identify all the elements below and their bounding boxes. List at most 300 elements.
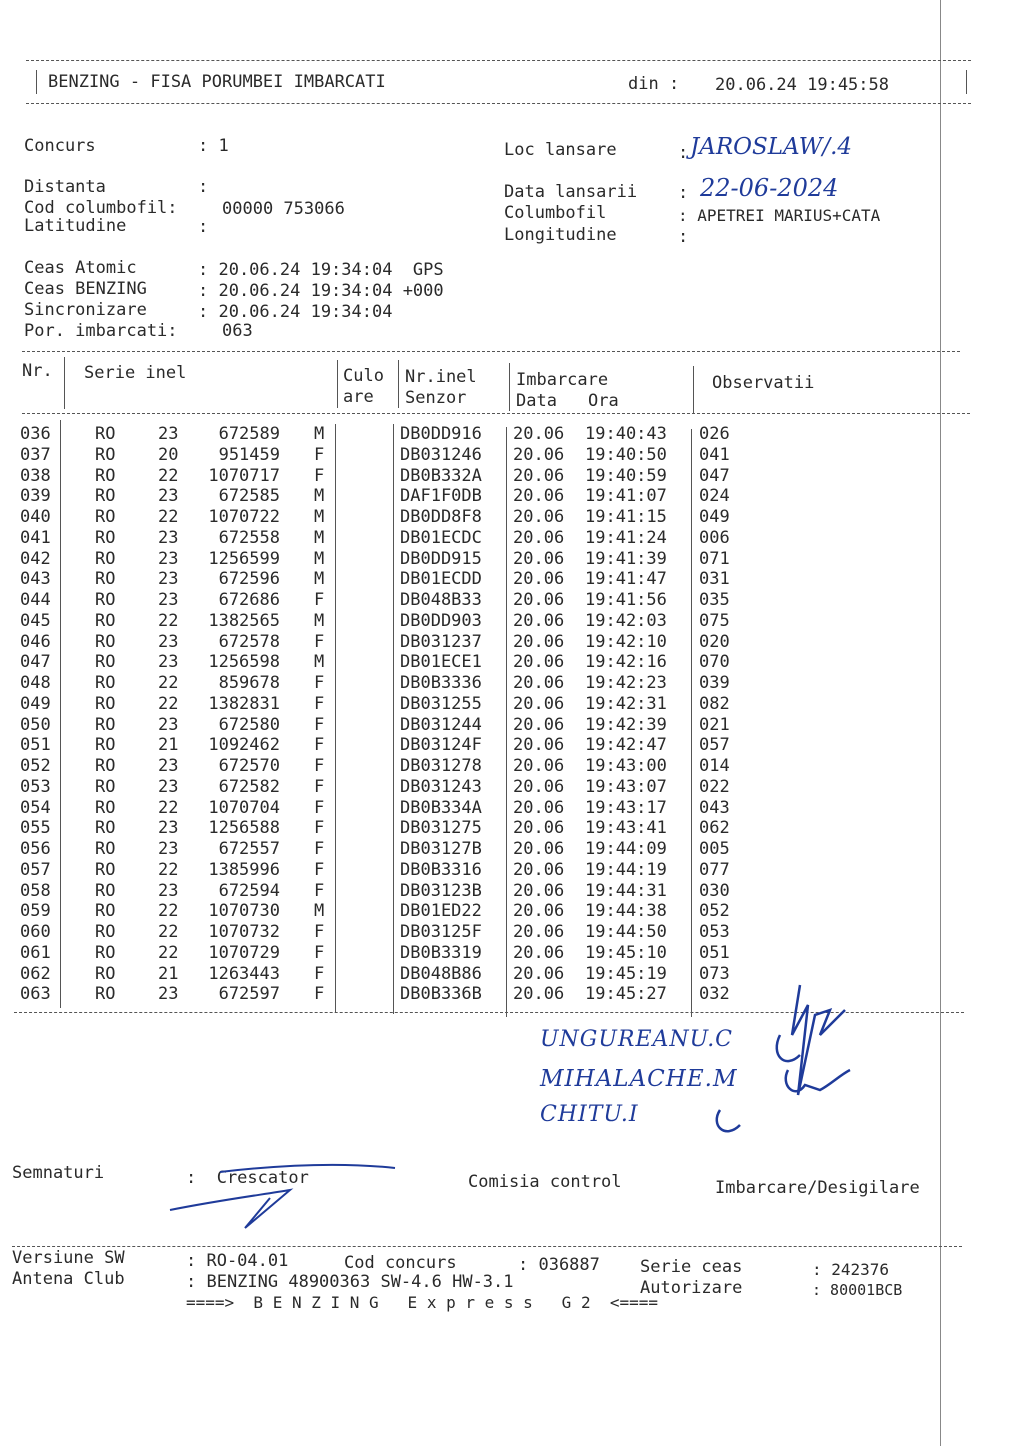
col-culoare-header-2: are [343,387,374,407]
cell-sensor: DB048B86 [400,963,482,984]
cell-sex: F [314,714,325,735]
cell-country: RO [95,465,116,486]
din-value: 20.06.24 19:45:58 [715,75,889,95]
crescator-label: : Crescator [186,1168,309,1188]
table-row [0,839,1024,860]
cell-observatii: 039 [699,673,730,693]
cell-time: 19:42:03 [585,610,667,631]
col-observatii-header: Observatii [712,373,815,393]
loc-lansare-colon: : [678,143,689,163]
cell-observatii: 006 [699,527,730,548]
cell-nr: 051 [20,735,51,756]
cell-nr: 059 [20,901,51,922]
data-lansarii-colon: : [678,183,689,203]
cell-sex: F [314,776,325,797]
cell-year: 20 [158,444,179,465]
cell-observatii: 071 [699,548,730,569]
cell-ring-number: 672558 [218,527,280,548]
handwritten-name-2: MIHALACHE.M [540,1066,738,1092]
latitudine-value: : [198,217,209,237]
table-row [0,466,1024,487]
cell-sex: F [314,818,325,839]
autorizare-value: : 80001BCB [812,1281,903,1299]
cell-time: 19:41:15 [585,507,667,527]
table-row [0,777,1024,798]
cell-country: RO [95,984,116,1005]
cell-sex: F [314,839,325,859]
cell-ring-number: 1070729 [208,942,280,963]
semnaturi-label: Semnaturi [12,1163,105,1183]
antena-club-label: Antena Club [12,1269,125,1289]
ceas-atomic-value: : 20.06.24 19:34:04 GPS [198,260,444,280]
cell-sex: F [314,942,325,963]
signatures-scribble [680,975,880,1155]
cell-sex: M [314,507,325,527]
footer-rule [12,1246,962,1247]
cell-year: 23 [158,590,179,610]
cell-time: 19:41:56 [585,590,667,610]
cell-country: RO [95,776,116,797]
table-row [0,715,1024,736]
cell-observatii: 005 [699,839,730,859]
table-row [0,569,1024,590]
cell-time: 19:45:10 [585,942,667,963]
table-row [0,943,1024,964]
cell-sensor: DB0B3336 [400,673,482,693]
cell-time: 19:41:07 [585,486,667,507]
cell-ring-number: 672686 [218,590,280,610]
cell-year: 22 [158,507,179,527]
data-lansarii-handwritten: 22-06-2024 [700,174,839,202]
cell-nr: 058 [20,880,51,901]
cell-ring-number: 1070722 [208,507,280,527]
cell-country: RO [95,693,116,714]
cell-time: 19:43:00 [585,756,667,776]
header-sep-2 [337,360,338,408]
cell-observatii: 052 [699,901,730,922]
cell-observatii: 022 [699,776,730,797]
latitudine-label: Latitudine [24,216,127,236]
cell-observatii: 062 [699,818,730,839]
concurs-label: Concurs [24,136,96,156]
cell-sensor: DB0B332A [400,465,482,486]
col-data-header: Data [516,391,557,411]
cell-nr: 036 [20,424,51,444]
cell-sex: M [314,548,325,569]
cell-year: 22 [158,797,179,818]
cell-ring-number: 1382831 [208,693,280,714]
table-header-rule [22,413,970,414]
cell-sex: F [314,735,325,756]
col-serie-header: Serie inel [84,363,187,383]
cell-sex: F [314,963,325,984]
porumbei-imbarcati-value: 063 [222,321,253,341]
cell-nr: 055 [20,818,51,839]
cell-time: 19:41:39 [585,548,667,569]
columbofil-value: : APETREI MARIUS+CATA [678,206,881,225]
cell-sensor: DB0B3316 [400,859,482,880]
crescator-signature [160,1160,400,1240]
header-sep-1 [64,357,65,409]
table-row [0,818,1024,839]
table-row [0,652,1024,673]
cell-sensor: DB0DD903 [400,610,482,631]
cell-observatii: 043 [699,797,730,818]
table-top-rule [22,351,960,352]
cell-country: RO [95,424,116,444]
versiune-sw-label: Versiune SW [12,1248,125,1268]
cell-date: 20.06 [513,465,565,486]
table-row [0,901,1024,922]
cell-year: 21 [158,963,179,984]
cell-observatii: 032 [699,984,730,1005]
cell-ring-number: 1092462 [208,735,280,756]
cell-date: 20.06 [513,776,565,797]
cell-sex: F [314,922,325,942]
cell-country: RO [95,444,116,465]
cell-observatii: 049 [699,507,730,527]
header-top-rule [26,60,971,61]
cell-time: 19:44:19 [585,859,667,880]
cell-nr: 056 [20,839,51,859]
cell-time: 19:42:31 [585,693,667,714]
cell-date: 20.06 [513,901,565,922]
cell-sex: M [314,486,325,507]
cell-year: 22 [158,901,179,922]
cell-sensor: DB031244 [400,714,482,735]
cell-date: 20.06 [513,735,565,756]
cell-ring-number: 1070704 [208,797,280,818]
cell-sensor: DB03125F [400,922,482,942]
header-sep-4 [509,363,510,411]
cell-observatii: 030 [699,880,730,901]
cell-time: 19:42:10 [585,631,667,652]
cell-year: 22 [158,922,179,942]
cell-date: 20.06 [513,548,565,569]
cell-observatii: 020 [699,631,730,652]
loc-lansare-handwritten: JAROSLAW/.4 [690,134,853,160]
cell-country: RO [95,631,116,652]
cell-year: 22 [158,693,179,714]
col-culoare-header: Culo [343,366,384,386]
cell-nr: 043 [20,569,51,590]
cell-year: 22 [158,610,179,631]
sincronizare-value: : 20.06.24 19:34:04 [198,302,393,322]
cell-time: 19:45:19 [585,963,667,984]
cell-year: 23 [158,818,179,839]
cell-nr: 040 [20,507,51,527]
cell-country: RO [95,652,116,673]
cell-sex: F [314,797,325,818]
cell-date: 20.06 [513,839,565,859]
cell-time: 19:42:47 [585,735,667,756]
col-senzor-header: Senzor [405,388,467,408]
cell-observatii: 024 [699,486,730,507]
cell-time: 19:43:07 [585,776,667,797]
ceas-atomic-label: Ceas Atomic [24,258,137,278]
cell-sensor: DB0DD8F8 [400,507,482,527]
cell-time: 19:41:24 [585,527,667,548]
cell-sensor: DB01ECE1 [400,652,482,673]
cell-date: 20.06 [513,631,565,652]
cell-sensor: DB031275 [400,818,482,839]
cod-concurs-label: Cod concurs [344,1253,457,1273]
cell-time: 19:41:47 [585,569,667,590]
cell-ring-number: 672589 [218,424,280,444]
cell-date: 20.06 [513,569,565,590]
cell-date: 20.06 [513,486,565,507]
cell-sex: F [314,880,325,901]
longitudine-label: Longitudine [504,225,617,245]
cell-sex: M [314,901,325,922]
cell-date: 20.06 [513,963,565,984]
cell-country: RO [95,507,116,527]
table-row [0,486,1024,507]
cell-sex: F [314,590,325,610]
cell-date: 20.06 [513,880,565,901]
din-label: din : [628,74,680,94]
table-row [0,673,1024,694]
cell-sex: M [314,569,325,590]
cell-sensor: DB031255 [400,693,482,714]
cell-ring-number: 672582 [218,776,280,797]
cell-ring-number: 672597 [218,984,280,1005]
cell-nr: 049 [20,693,51,714]
table-row [0,694,1024,715]
cell-nr: 041 [20,527,51,548]
cell-country: RO [95,486,116,507]
loc-lansare-label: Loc lansare [504,140,617,160]
cell-year: 23 [158,652,179,673]
cell-observatii: 014 [699,756,730,776]
ceas-benzing-label: Ceas BENZING [24,279,147,299]
cell-sensor: DAF1F0DB [400,486,482,507]
cell-sensor: DB031243 [400,776,482,797]
cell-country: RO [95,859,116,880]
cell-nr: 039 [20,486,51,507]
cell-observatii: 073 [699,963,730,984]
cell-ring-number: 1263443 [208,963,280,984]
cell-sensor: DB03123B [400,880,482,901]
cell-ring-number: 859678 [218,673,280,693]
cell-sensor: DB0B334A [400,797,482,818]
col-imbarcare-header: Imbarcare [516,370,609,390]
handwritten-name-1: UNGUREANU.C [540,1027,734,1052]
header-bottom-rule [26,103,971,104]
cell-country: RO [95,818,116,839]
cell-year: 23 [158,569,179,590]
cell-time: 19:40:43 [585,424,667,444]
table-row [0,528,1024,549]
cell-year: 23 [158,714,179,735]
imbarcare-desigilare-label: Imbarcare/Desigilare [715,1178,920,1198]
cell-country: RO [95,922,116,942]
cell-nr: 037 [20,444,51,465]
cell-country: RO [95,797,116,818]
document-title: BENZING - FISA PORUMBEI IMBARCATI [48,72,386,92]
cell-date: 20.06 [513,922,565,942]
cell-year: 22 [158,673,179,693]
cell-sensor: DB03127B [400,839,482,859]
cell-ring-number: 672580 [218,714,280,735]
cell-nr: 038 [20,465,51,486]
cell-year: 23 [158,486,179,507]
cell-time: 19:44:09 [585,839,667,859]
header-sep-3 [398,360,399,408]
cell-nr: 062 [20,963,51,984]
cell-observatii: 026 [699,424,730,444]
distanta-value: : [198,177,209,197]
handwritten-name-3: CHITU.I [540,1102,639,1127]
cell-ring-number: 672578 [218,631,280,652]
cell-sensor: DB031237 [400,631,482,652]
cell-nr: 063 [20,984,51,1005]
data-lansarii-label: Data lansarii [504,182,638,202]
col-nr-header: Nr. [22,361,53,381]
cell-country: RO [95,839,116,859]
cell-date: 20.06 [513,527,565,548]
header-right-bar [966,70,967,94]
cell-country: RO [95,673,116,693]
porumbei-imbarcati-label: Por. imbarcati: [24,321,178,341]
cell-date: 20.06 [513,652,565,673]
cell-sensor: DB0DD915 [400,548,482,569]
cell-observatii: 082 [699,693,730,714]
cell-time: 19:40:50 [585,444,667,465]
cell-ring-number: 1256588 [208,818,280,839]
cell-sex: M [314,424,325,444]
cell-year: 23 [158,839,179,859]
table-row [0,424,1024,445]
cell-time: 19:42:39 [585,714,667,735]
cell-year: 23 [158,756,179,776]
cell-nr: 046 [20,631,51,652]
cell-year: 22 [158,942,179,963]
cell-country: RO [95,963,116,984]
cell-date: 20.06 [513,818,565,839]
cell-year: 23 [158,548,179,569]
cod-concurs-value: : 036887 [518,1255,600,1275]
serie-ceas-label: Serie ceas [640,1257,743,1277]
cell-sex: F [314,673,325,693]
cell-nr: 050 [20,714,51,735]
cell-sensor: DB0B336B [400,984,482,1005]
cell-date: 20.06 [513,693,565,714]
cell-country: RO [95,569,116,590]
table-row [0,507,1024,528]
cell-date: 20.06 [513,942,565,963]
distanta-label: Distanta [24,177,106,197]
cell-ring-number: 672596 [218,569,280,590]
cell-country: RO [95,901,116,922]
table-row [0,922,1024,943]
cell-time: 19:44:50 [585,922,667,942]
cell-observatii: 075 [699,610,730,631]
cell-observatii: 077 [699,859,730,880]
cell-date: 20.06 [513,424,565,444]
cell-year: 23 [158,527,179,548]
cell-nr: 047 [20,652,51,673]
longitudine-value: : [678,227,689,247]
cell-sex: F [314,984,325,1005]
cell-sensor: DB03124F [400,735,482,756]
cell-nr: 052 [20,756,51,776]
cell-nr: 061 [20,942,51,963]
cell-observatii: 053 [699,922,730,942]
cell-ring-number: 1385996 [208,859,280,880]
cell-time: 19:43:17 [585,797,667,818]
concurs-value: : 1 [198,136,229,156]
cell-date: 20.06 [513,984,565,1005]
versiune-sw-value: : RO-04.01 [186,1251,289,1271]
cod-columbofil-label: Cod columbofil: [24,198,178,218]
columbofil-label: Columbofil [504,203,607,223]
table-row [0,860,1024,881]
cell-observatii: 047 [699,465,730,486]
cell-country: RO [95,942,116,963]
cell-nr: 048 [20,673,51,693]
table-row [0,798,1024,819]
cell-date: 20.06 [513,714,565,735]
benzing-express-banner: ====> B E N Z I N G E x p r e s s G 2 <==== [186,1293,659,1312]
cell-sensor: DB031278 [400,756,482,776]
cell-observatii: 021 [699,714,730,735]
cell-country: RO [95,548,116,569]
table-row [0,735,1024,756]
cell-ring-number: 672585 [218,486,280,507]
cell-ring-number: 951459 [218,444,280,465]
cell-ring-number: 672594 [218,880,280,901]
cell-country: RO [95,527,116,548]
cell-time: 19:40:59 [585,465,667,486]
cell-time: 19:43:41 [585,818,667,839]
cell-sex: M [314,610,325,631]
cell-nr: 053 [20,776,51,797]
cell-country: RO [95,714,116,735]
cell-sensor: DB01ECDD [400,569,482,590]
cell-date: 20.06 [513,610,565,631]
cell-date: 20.06 [513,444,565,465]
cell-year: 23 [158,984,179,1005]
col-nrinel-header: Nr.inel [405,367,477,387]
cell-sensor: DB0DD916 [400,424,482,444]
cell-time: 19:45:27 [585,984,667,1005]
cell-sex: M [314,527,325,548]
cell-ring-number: 1256599 [208,548,280,569]
cell-time: 19:42:23 [585,673,667,693]
cell-year: 23 [158,880,179,901]
cell-year: 21 [158,735,179,756]
cell-ring-number: 1256598 [208,652,280,673]
cell-year: 23 [158,776,179,797]
cell-sensor: DB01ECDC [400,527,482,548]
cell-sex: F [314,631,325,652]
cell-nr: 057 [20,859,51,880]
cell-nr: 042 [20,548,51,569]
table-row [0,590,1024,611]
cell-date: 20.06 [513,756,565,776]
cell-ring-number: 672570 [218,756,280,776]
cell-year: 23 [158,424,179,444]
cell-date: 20.06 [513,797,565,818]
header-sep-5 [693,366,694,414]
cell-ring-number: 1070717 [208,465,280,486]
ceas-benzing-value: : 20.06.24 19:34:04 +000 [198,281,444,301]
autorizare-label: Autorizare [640,1278,743,1298]
serie-ceas-value: : 242376 [812,1260,890,1279]
cell-date: 20.06 [513,673,565,693]
cell-sex: M [314,652,325,673]
